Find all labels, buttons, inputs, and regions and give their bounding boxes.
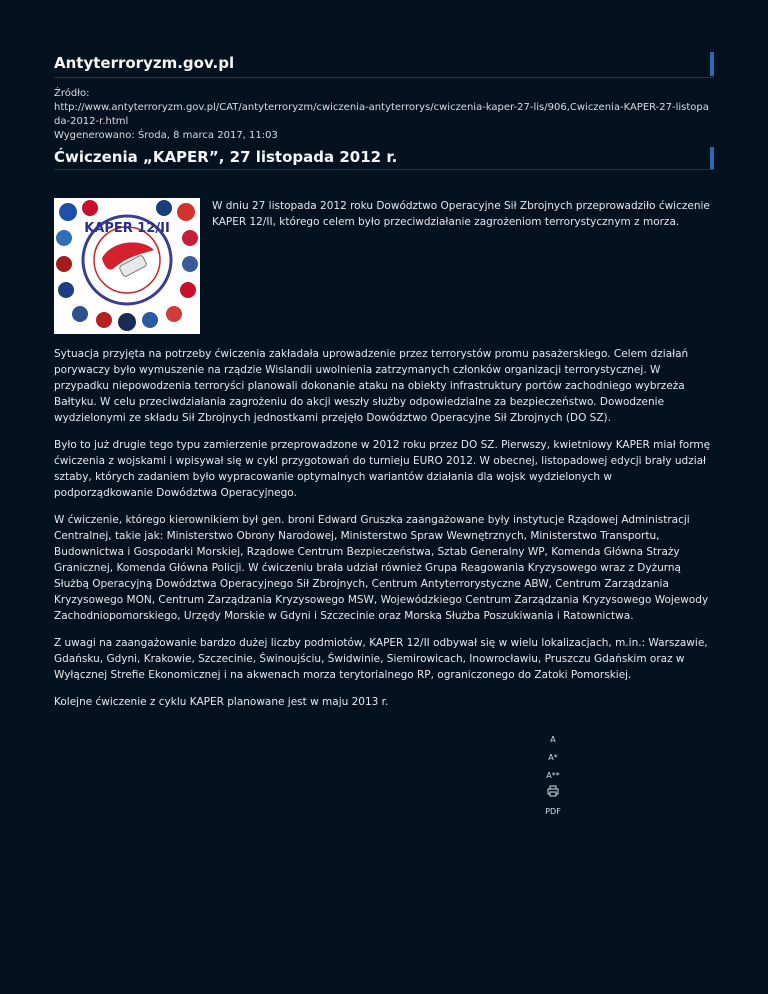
pdf-button[interactable]: PDF [545, 807, 561, 816]
paragraph: Sytuacja przyjęta na potrzeby ćwiczenia zakładała uprowadzenie przez terrorystów promu pasażerskiego. Celem działań porywaczy było wymuszenie na rządzie Wislandii uwolnienia zatrzymanych członków organizacji terrorystycznej. W przypadku niepowodzenia terroryści planowali dokonanie ataku na obiekty infrastruktury portów zachodniego wybrzeża Bałtyku. W celu przeciwdziałania zagrożeniu do akcji weszły służby odpowiedzialne za bezpieczeństwo. Dowodzenie wydzielonymi ze składu Sił Zbrojnych jednostkami przejęło Dowództwo Operacyjne Sił Zbrojnych (DO SZ). [54, 348, 689, 424]
tools-panel [542, 731, 564, 821]
meta-info [54, 87, 714, 143]
paragraph: Kolejne ćwiczenie z cyklu KAPER planowane jest w maju 2013 r. [54, 696, 389, 708]
font-size-small-button[interactable]: A [550, 735, 556, 744]
source-url[interactable]: http://www.antyterroryzm.gov.pl/CAT/antyterroryzm/cwiczenia-antyterrorys/cwiczenia-kaper-27-lis/906,Cwiczenia-KAPER-27-listopada-2012-r.html [54, 102, 709, 127]
logo-text: KAPER 12/II [84, 221, 170, 236]
header-accent-bar [710, 52, 714, 76]
article-accent-bar [710, 147, 714, 169]
article-header [54, 147, 714, 170]
print-icon [547, 785, 559, 797]
paragraph: W ćwiczenie, którego kierownikiem był gen. broni Edward Gruszka zaangażowane były instytucje Rządowej Administracji Centralnej, takie jak: Ministerstwo Obrony Narodowej, Ministerstwo Spraw Wewnętrznych, Ministerstwo Transportu, Budownictwa i Gospodarki Morskiej, Rządowe Centrum Bezpieczeństwa, Sztab Generalny WP, Komenda Główna Straży Granicznej, Komenda Główna Policji. W ćwiczeniu brała udział również Grupa Reagowania Kryzysowego wraz z Dyżurną Służbą Operacyjną Dowództwa Operacyjnego Sił Zbrojnych, Centrum Antyterrorystyczne ABW, Centrum Zarządzania Kryzysowego MON, Centrum Zarządzania Kryzysowego MSW, Wojewódzkiego Centrum Zarządzania Kryzysowego Wojewody Zachodniopomorskiego, Urzędy Morskie w Gdyni i Szczecinie oraz Morska Służba Poszukiwania i Ratownictwa. [54, 514, 709, 622]
paragraph: Z uwagi na zaangażowanie bardzo dużej liczby podmiotów, KAPER 12/II odbywał się w wielu lokalizacjach, m.in.: Warszawie, Gdańsku, Gdyni, Krakowie, Szczecinie, Świnoujściu, Świdwinie, Siemirowicach, Inowrocławiu, Pruszczu Gdańskim oraz w Wyłącznej Strefie Ekonomicznej i na akwenach morza terytorialnego RP, ograniczonego do Zatoki Pomorskiej. [54, 637, 708, 681]
page [54, 0, 714, 721]
article-title: Ćwiczenia „KAPER”, 27 listopada 2012 r. [54, 148, 398, 166]
intro-text: W dniu 27 listopada 2012 roku Dowództwo Operacyjne Sił Zbrojnych przeprowadziło ćwiczenie KAPER 12/II, którego celem było przeciwdziałanie zagrożeniom terrorystycznym z morza. [212, 200, 710, 228]
kaper-logo [54, 198, 200, 334]
print-button[interactable] [542, 785, 564, 803]
site-header [54, 52, 714, 78]
paragraph: Było to już drugie tego typu zamierzenie przeprowadzone w 2012 roku przez DO SZ. Pierwszy, kwietniowy KAPER miał formę ćwiczenia z wojskami i wpisywał się w cykl przygotowań do turnieju EURO 2012. W obecnej, listopadowej edycji brały udział sztaby, których zadaniem było wypracowanie optymalnych wariantów działania dla wojsk wydzielonych w podporządkowanie Dowództwa Operacyjnego. [54, 439, 711, 499]
site-title[interactable]: Antyterroryzm.gov.pl [54, 54, 235, 72]
font-size-large-button[interactable]: A** [546, 771, 560, 780]
article-body [54, 346, 714, 710]
intro-section [54, 198, 714, 338]
kaper-logo-graphic [54, 198, 200, 334]
font-size-medium-button[interactable]: A* [548, 753, 558, 762]
generated-date: Wygenerowano: Środa, 8 marca 2017, 11:03 [54, 130, 278, 141]
source-label: Źródło: [54, 88, 90, 99]
